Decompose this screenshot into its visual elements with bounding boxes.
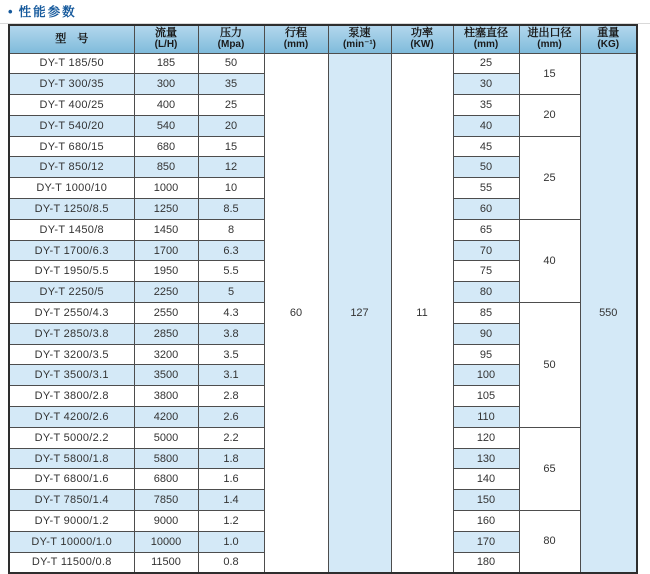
cell-plunger: 50 — [453, 157, 519, 178]
cell-flow: 680 — [134, 136, 198, 157]
cell-plunger: 90 — [453, 323, 519, 344]
cell-model: DY-T 1950/5.5 — [9, 261, 134, 282]
cell-model: DY-T 300/35 — [9, 74, 134, 95]
column-header-weight: 重量 (KG) — [580, 25, 637, 53]
cell-pressure: 1.4 — [198, 490, 264, 511]
column-header-port: 进出口径 (mm) — [519, 25, 580, 53]
cell-port: 80 — [519, 511, 580, 573]
page-title: 性能参数 — [18, 5, 77, 19]
cell-plunger: 150 — [453, 490, 519, 511]
cell-pressure: 0.8 — [198, 552, 264, 573]
cell-pressure: 4.3 — [198, 303, 264, 324]
cell-flow: 4200 — [134, 407, 198, 428]
cell-plunger: 35 — [453, 95, 519, 116]
cell-pressure: 1.8 — [198, 448, 264, 469]
cell-plunger: 160 — [453, 511, 519, 532]
bullet-icon: • — [8, 3, 13, 19]
cell-pressure: 12 — [198, 157, 264, 178]
cell-plunger: 65 — [453, 219, 519, 240]
cell-model: DY-T 5000/2.2 — [9, 427, 134, 448]
cell-model: DY-T 1250/8.5 — [9, 199, 134, 220]
cell-plunger: 55 — [453, 178, 519, 199]
cell-model: DY-T 2850/3.8 — [9, 323, 134, 344]
cell-plunger: 170 — [453, 531, 519, 552]
cell-plunger: 95 — [453, 344, 519, 365]
cell-model: DY-T 10000/1.0 — [9, 531, 134, 552]
cell-plunger: 105 — [453, 386, 519, 407]
cell-port: 65 — [519, 427, 580, 510]
cell-flow: 6800 — [134, 469, 198, 490]
table-body — [9, 53, 637, 573]
cell-model: DY-T 850/12 — [9, 157, 134, 178]
cell-flow: 1950 — [134, 261, 198, 282]
cell-plunger: 140 — [453, 469, 519, 490]
cell-pressure: 2.8 — [198, 386, 264, 407]
cell-flow: 1000 — [134, 178, 198, 199]
cell-pressure: 3.8 — [198, 323, 264, 344]
cell-model: DY-T 7850/1.4 — [9, 490, 134, 511]
column-header-flow: 流量 (L/H) — [134, 25, 198, 53]
cell-model: DY-T 9000/1.2 — [9, 511, 134, 532]
column-header-stroke: 行程 (mm) — [264, 25, 328, 53]
cell-plunger: 100 — [453, 365, 519, 386]
cell-model: DY-T 1000/10 — [9, 178, 134, 199]
cell-plunger: 80 — [453, 282, 519, 303]
cell-pressure: 3.1 — [198, 365, 264, 386]
cell-pressure: 5 — [198, 282, 264, 303]
cell-model: DY-T 680/15 — [9, 136, 134, 157]
cell-pressure: 5.5 — [198, 261, 264, 282]
cell-flow: 1450 — [134, 219, 198, 240]
cell-pressure: 8 — [198, 219, 264, 240]
cell-plunger: 75 — [453, 261, 519, 282]
cell-speed: 127 — [328, 53, 391, 573]
cell-stroke: 60 — [264, 53, 328, 573]
cell-plunger: 110 — [453, 407, 519, 428]
cell-pressure: 50 — [198, 53, 264, 74]
cell-flow: 5000 — [134, 427, 198, 448]
cell-power: 11 — [391, 53, 453, 573]
cell-flow: 11500 — [134, 552, 198, 573]
table-header — [9, 25, 637, 53]
cell-model: DY-T 185/50 — [9, 53, 134, 74]
cell-pressure: 15 — [198, 136, 264, 157]
cell-pressure: 8.5 — [198, 199, 264, 220]
cell-port: 15 — [519, 53, 580, 95]
cell-flow: 185 — [134, 53, 198, 74]
cell-flow: 2250 — [134, 282, 198, 303]
column-header-model: 型 号 — [9, 25, 134, 53]
cell-plunger: 30 — [453, 74, 519, 95]
cell-plunger: 85 — [453, 303, 519, 324]
cell-flow: 3500 — [134, 365, 198, 386]
cell-flow: 400 — [134, 95, 198, 116]
cell-model: DY-T 3800/2.8 — [9, 386, 134, 407]
cell-model: DY-T 4200/2.6 — [9, 407, 134, 428]
cell-flow: 2550 — [134, 303, 198, 324]
cell-weight: 550 — [580, 53, 637, 573]
cell-model: DY-T 1450/8 — [9, 219, 134, 240]
spec-table — [8, 24, 638, 574]
cell-pressure: 2.6 — [198, 407, 264, 428]
column-header-pressure: 压力 (Mpa) — [198, 25, 264, 53]
cell-pressure: 10 — [198, 178, 264, 199]
cell-model: DY-T 3200/3.5 — [9, 344, 134, 365]
header-row — [9, 25, 637, 53]
cell-plunger: 25 — [453, 53, 519, 74]
cell-flow: 850 — [134, 157, 198, 178]
cell-plunger: 120 — [453, 427, 519, 448]
cell-plunger: 180 — [453, 552, 519, 573]
cell-flow: 9000 — [134, 511, 198, 532]
cell-model: DY-T 3500/3.1 — [9, 365, 134, 386]
cell-pressure: 3.5 — [198, 344, 264, 365]
cell-port: 25 — [519, 136, 580, 219]
cell-port: 40 — [519, 219, 580, 302]
cell-pressure: 1.0 — [198, 531, 264, 552]
cell-flow: 300 — [134, 74, 198, 95]
cell-flow: 1250 — [134, 199, 198, 220]
cell-plunger: 40 — [453, 115, 519, 136]
cell-model: DY-T 2250/5 — [9, 282, 134, 303]
cell-model: DY-T 5800/1.8 — [9, 448, 134, 469]
cell-flow: 540 — [134, 115, 198, 136]
cell-pressure: 35 — [198, 74, 264, 95]
column-header-plunger: 柱塞直径 (mm) — [453, 25, 519, 53]
cell-flow: 5800 — [134, 448, 198, 469]
cell-model: DY-T 540/20 — [9, 115, 134, 136]
cell-pressure: 6.3 — [198, 240, 264, 261]
cell-model: DY-T 400/25 — [9, 95, 134, 116]
cell-model: DY-T 1700/6.3 — [9, 240, 134, 261]
cell-pressure: 1.2 — [198, 511, 264, 532]
cell-flow: 1700 — [134, 240, 198, 261]
cell-flow: 3800 — [134, 386, 198, 407]
cell-model: DY-T 11500/0.8 — [9, 552, 134, 573]
table-row — [9, 53, 637, 74]
cell-pressure: 25 — [198, 95, 264, 116]
cell-pressure: 2.2 — [198, 427, 264, 448]
cell-plunger: 70 — [453, 240, 519, 261]
column-header-speed: 泵速 (min⁻¹) — [328, 25, 391, 53]
cell-flow: 2850 — [134, 323, 198, 344]
cell-flow: 10000 — [134, 531, 198, 552]
cell-plunger: 130 — [453, 448, 519, 469]
cell-plunger: 60 — [453, 199, 519, 220]
section-title-bar — [0, 0, 650, 24]
cell-flow: 3200 — [134, 344, 198, 365]
cell-model: DY-T 2550/4.3 — [9, 303, 134, 324]
cell-flow: 7850 — [134, 490, 198, 511]
cell-pressure: 20 — [198, 115, 264, 136]
cell-pressure: 1.6 — [198, 469, 264, 490]
column-header-power: 功率 (KW) — [391, 25, 453, 53]
cell-plunger: 45 — [453, 136, 519, 157]
cell-port: 50 — [519, 303, 580, 428]
cell-model: DY-T 6800/1.6 — [9, 469, 134, 490]
cell-port: 20 — [519, 95, 580, 137]
